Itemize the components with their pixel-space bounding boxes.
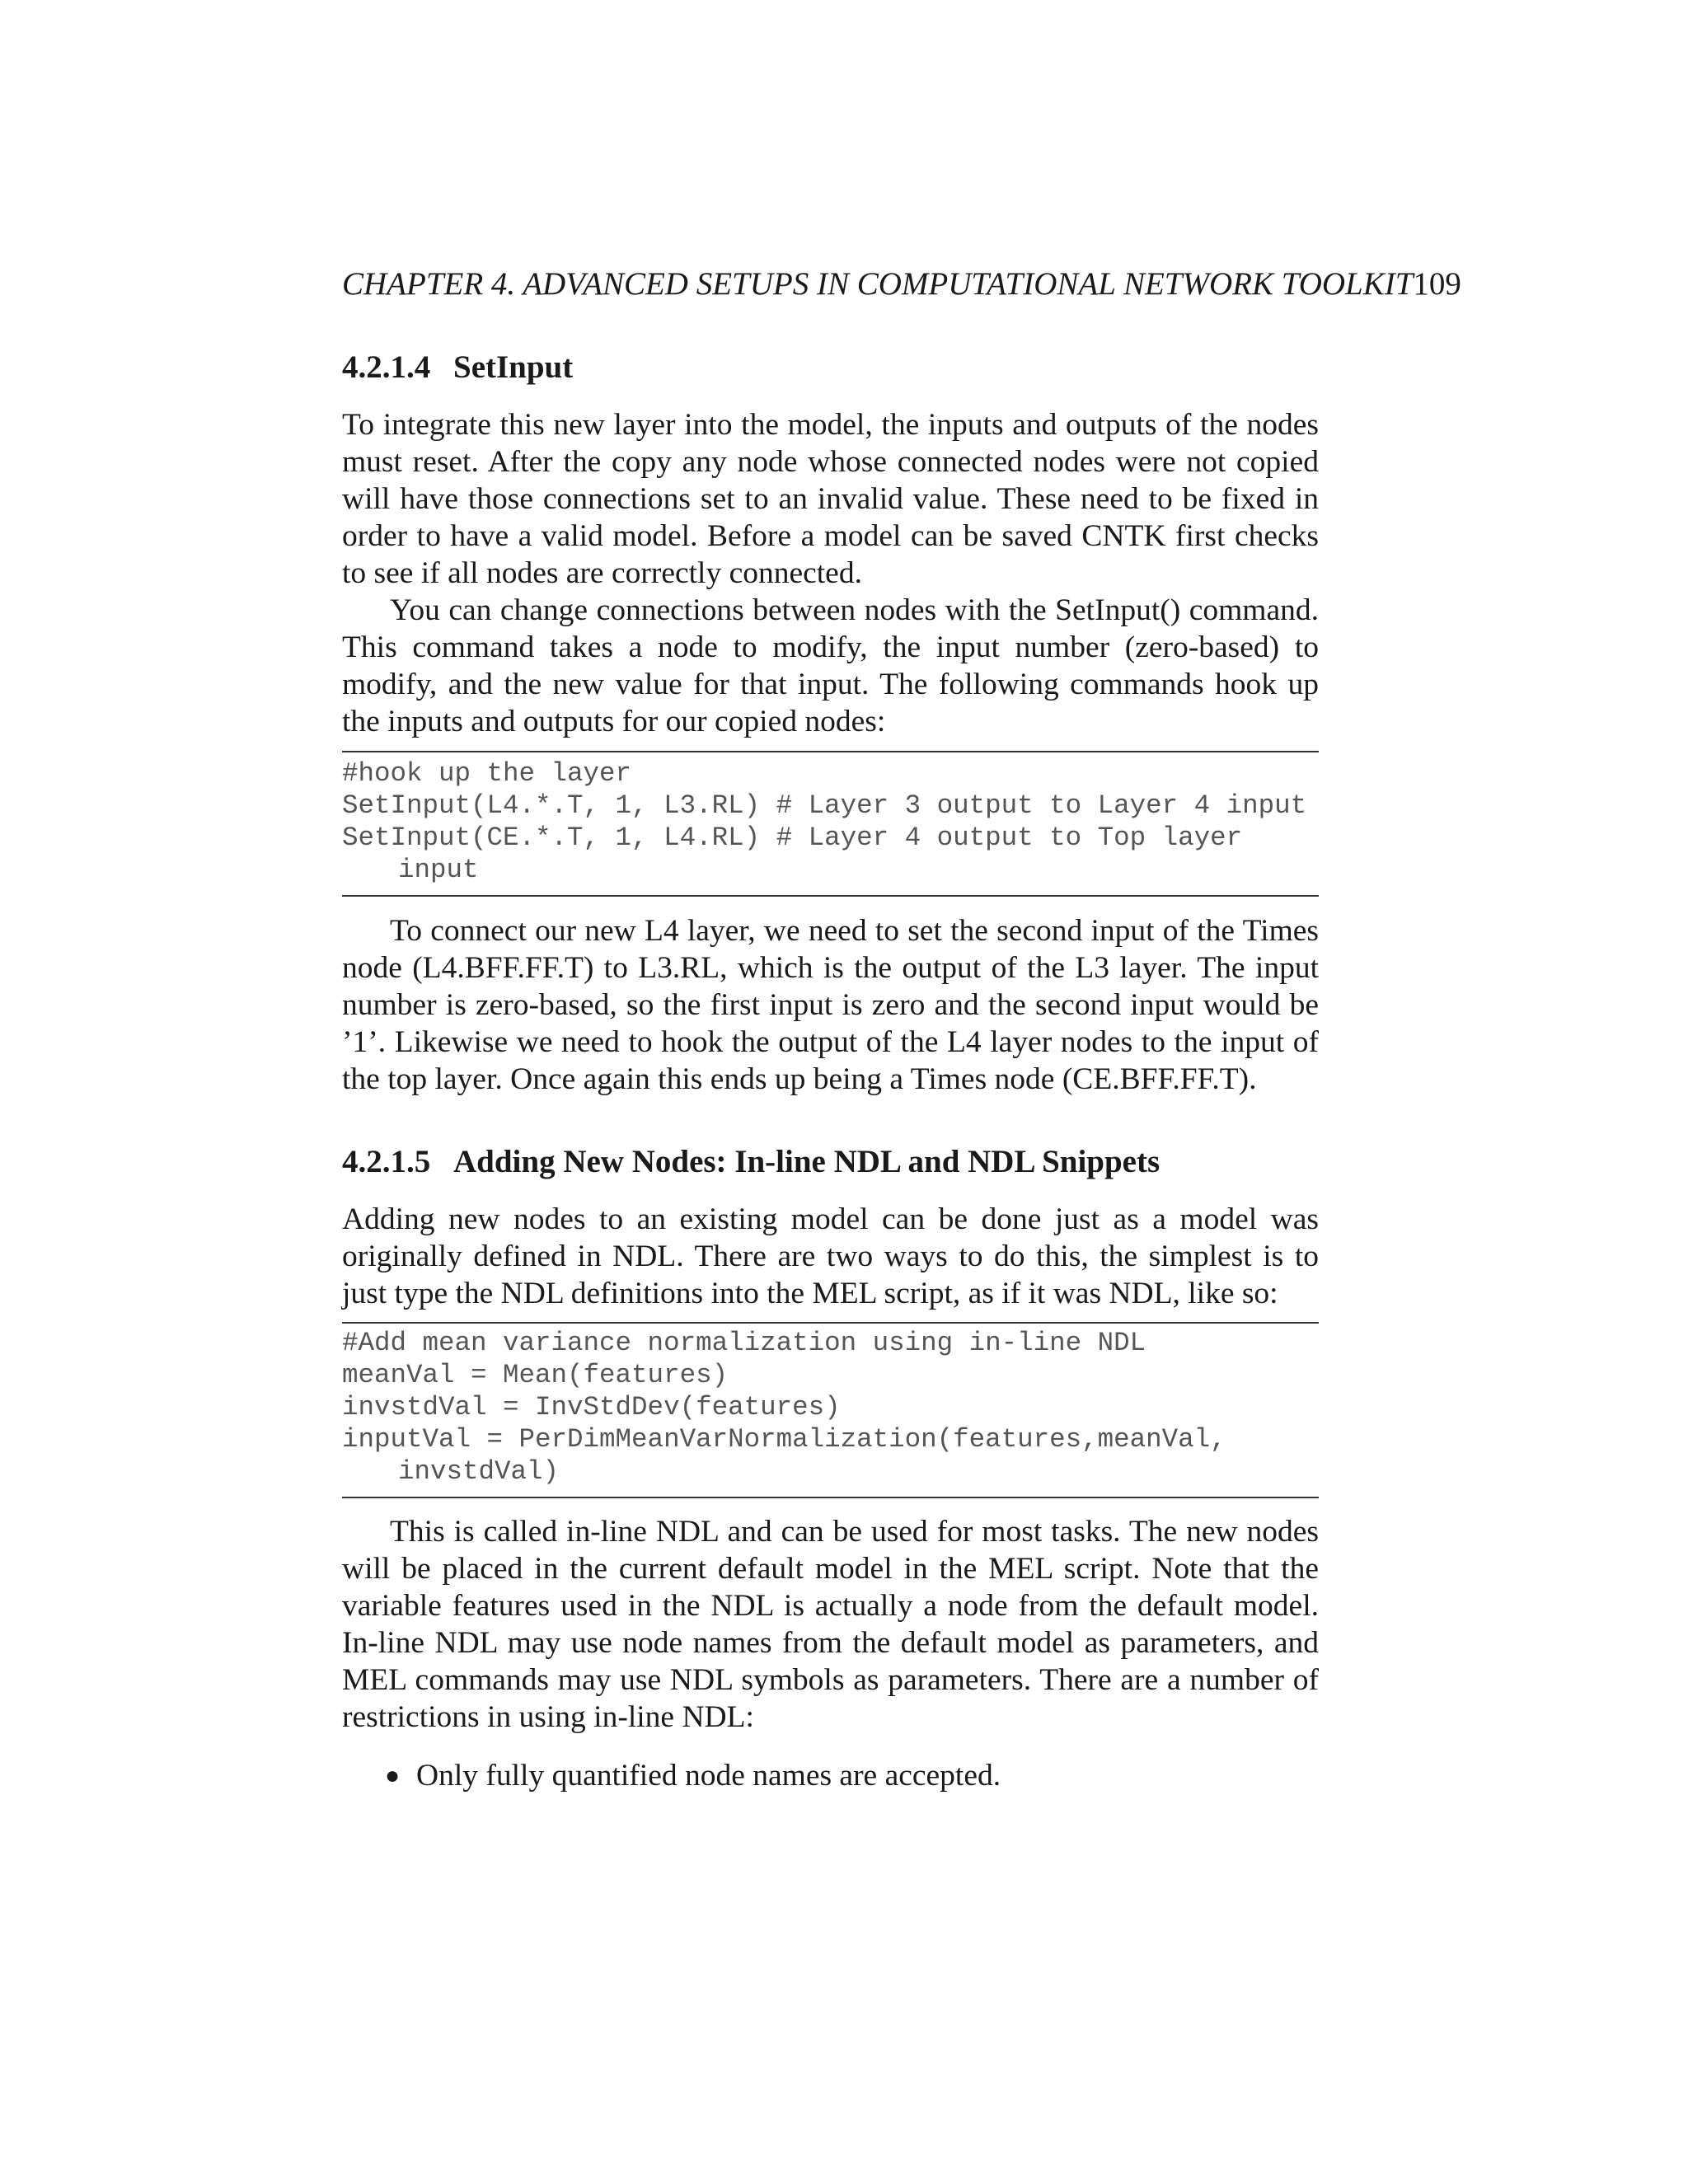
list-item [385, 1757, 1001, 1794]
code-rule-bottom [342, 1497, 1319, 1498]
code-line: meanVal = Mean(features) [342, 1360, 729, 1390]
code-line: SetInput(CE.*.T, 1, L4.RL) # Layer 4 output to Top layer [342, 823, 1243, 853]
code-line: invstdVal) [398, 1456, 560, 1487]
code-line: #Add mean variance normalization using in-line NDL [342, 1328, 1146, 1358]
bullet-icon: ● [385, 1762, 401, 1789]
page-number: 109 [1413, 266, 1461, 302]
code-rule-bottom [342, 895, 1319, 897]
section-title: SetInput [453, 349, 574, 385]
paragraph: This is called in-line NDL and can be used for most tasks. The new nodes will be placed in the current default model in the MEL script. Note that the variable features used in the NDL is actually a node from the default model. In-line NDL may use node names from the default model as parameters, and MEL commands may use NDL symbols as parameters. There are a number of restrictions in using in-line NDL: [342, 1515, 1319, 1734]
section-heading-adding-nodes [342, 1143, 1160, 1181]
section-title: Adding New Nodes: In-line NDL and NDL Snippets [453, 1144, 1160, 1179]
code-line: #hook up the layer [342, 758, 632, 789]
code-rule-top [342, 1322, 1319, 1324]
paragraph: You can change connections between nodes with the SetInput() command. This command takes a node to modify, the input number (zero-based) to modify, and the new value for that input. The following commands hook up the inputs and outputs for our copied nodes: [342, 593, 1319, 738]
section-heading-setinput [342, 349, 573, 387]
running-title: CHAPTER 4. ADVANCED SETUPS IN COMPUTATIONAL NETWORK TOOLKIT [342, 266, 1414, 302]
code-line: inputVal = PerDimMeanVarNormalization(features,meanVal, [342, 1424, 1226, 1455]
paragraph: To integrate this new layer into the model, the inputs and outputs of the nodes must reset. After the copy any node whose connected nodes were not copied will have those connections set to an invalid value. These need to be fixed in order to have a valid model. Before a model can be saved CNTK first checks to see if all nodes are correctly connected. [342, 408, 1319, 590]
code-line: input [398, 855, 479, 885]
paragraph: To connect our new L4 layer, we need to set the second input of the Times node (L4.BFF.FF.T) to L3.RL, which is the output of the L3 layer. The input number is zero-based, so the first input is zero and the second input would be ’1’. Likewise we need to hook the output of the L4 layer nodes to the input of the top layer. Once again this ends up being a Times node (CE.BFF.FF.T). [342, 914, 1319, 1096]
running-header [342, 265, 1461, 303]
code-line: SetInput(L4.*.T, 1, L3.RL) # Layer 3 output to Layer 4 input [342, 790, 1307, 821]
section-number: 4.2.1.4 [342, 349, 431, 385]
code-line: invstdVal = InvStdDev(features) [342, 1392, 841, 1422]
list-item-text: Only fully quantified node names are accepted. [416, 1759, 1001, 1793]
code-rule-top [342, 751, 1319, 752]
paragraph: Adding new nodes to an existing model can be done just as a model was originally defined in NDL. There are two ways to do this, the simplest is to just type the NDL definitions into the MEL script, as if it was NDL, like so: [342, 1202, 1319, 1310]
section-number: 4.2.1.5 [342, 1144, 431, 1179]
